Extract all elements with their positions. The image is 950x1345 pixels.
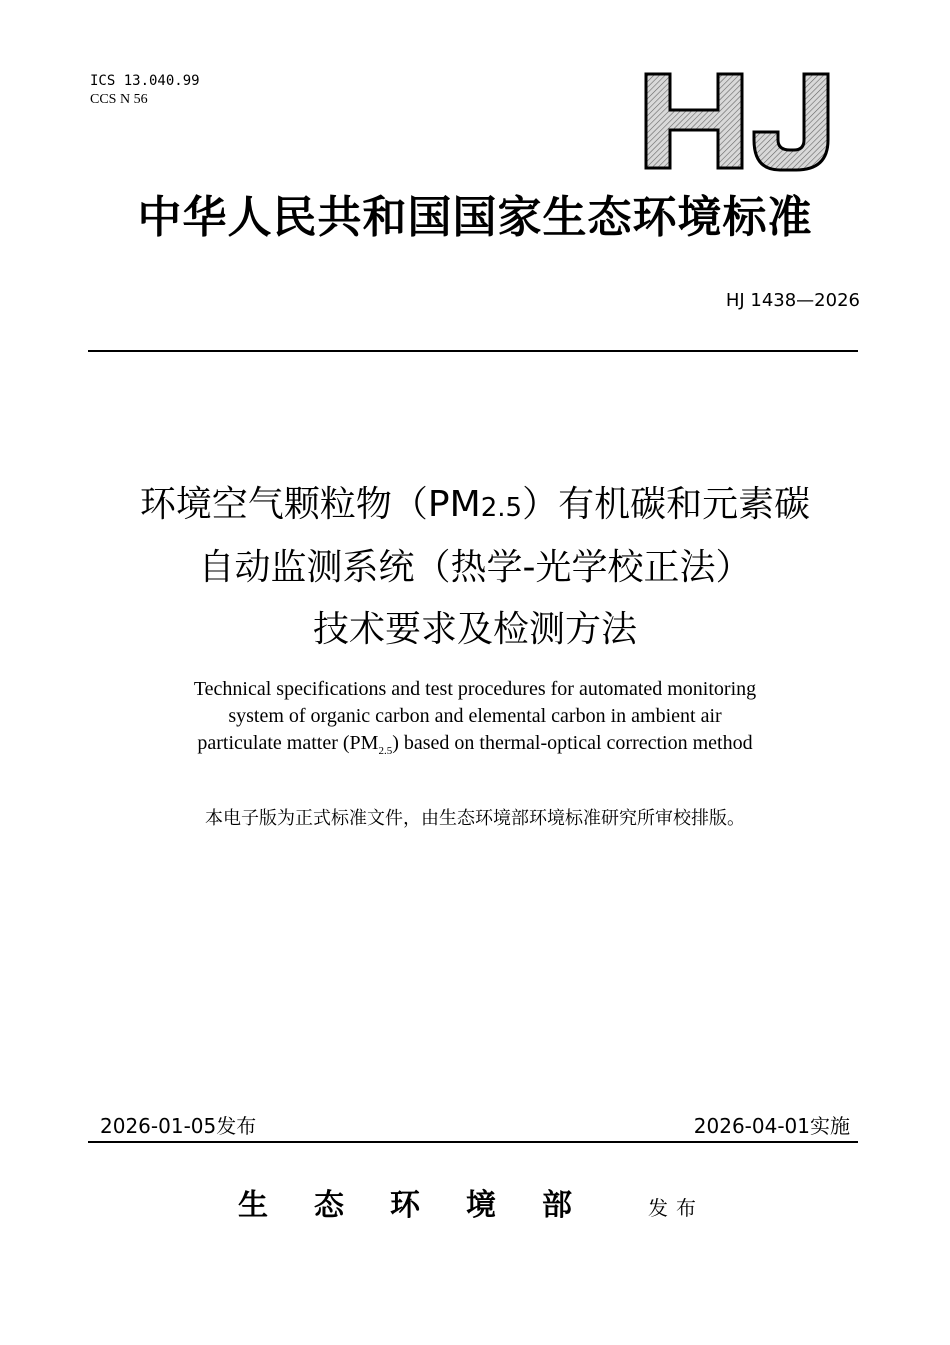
hj-logo [640, 66, 840, 176]
title-en-line-2: system of organic carbon and elemental carbon in ambient air [228, 705, 722, 727]
title-zh-1-sub: 2.5 [480, 493, 523, 523]
title-zh-1-post: ）有机碳和元素碳 [522, 484, 811, 525]
title-en-3-sub: 2.5 [378, 745, 393, 757]
title-zh-line-3: 技术要求及检测方法 [312, 609, 637, 650]
publish-label: 发布 [648, 1196, 704, 1220]
publisher-name: 生态环境部 [238, 1189, 618, 1222]
implementation-date: 2026-04-01实施 [693, 1114, 850, 1138]
org-title: 中华人民共和国国家生态环境标准 [137, 193, 813, 242]
ics-code: ICS 13.040.99 [90, 73, 200, 89]
bottom-divider [88, 1141, 858, 1143]
title-en-3-pre: particulate matter (PM [197, 732, 379, 754]
title-zh-1-pre: 环境空气颗粒物（PM [139, 484, 481, 525]
standard-number: HJ 1438—2026 [725, 290, 860, 311]
title-en-line-3 [0, 730, 950, 764]
electronic-edition-notice: 本电子版为正式标准文件，由生态环境部环境标准研究所审校排版。 [205, 808, 745, 829]
issue-date: 2026-01-05发布 [100, 1114, 257, 1138]
top-divider [88, 350, 858, 352]
title-en-line-1: Technical specifications and test procedures for automated monitoring [193, 678, 757, 700]
ccs-code: CCS N 56 [90, 92, 148, 107]
title-zh-line-1 [0, 483, 950, 530]
title-zh-line-2: 自动监测系统（热学-光学校正法） [198, 547, 752, 588]
title-en-3-post: ) based on thermal-optical correction method [392, 732, 753, 754]
